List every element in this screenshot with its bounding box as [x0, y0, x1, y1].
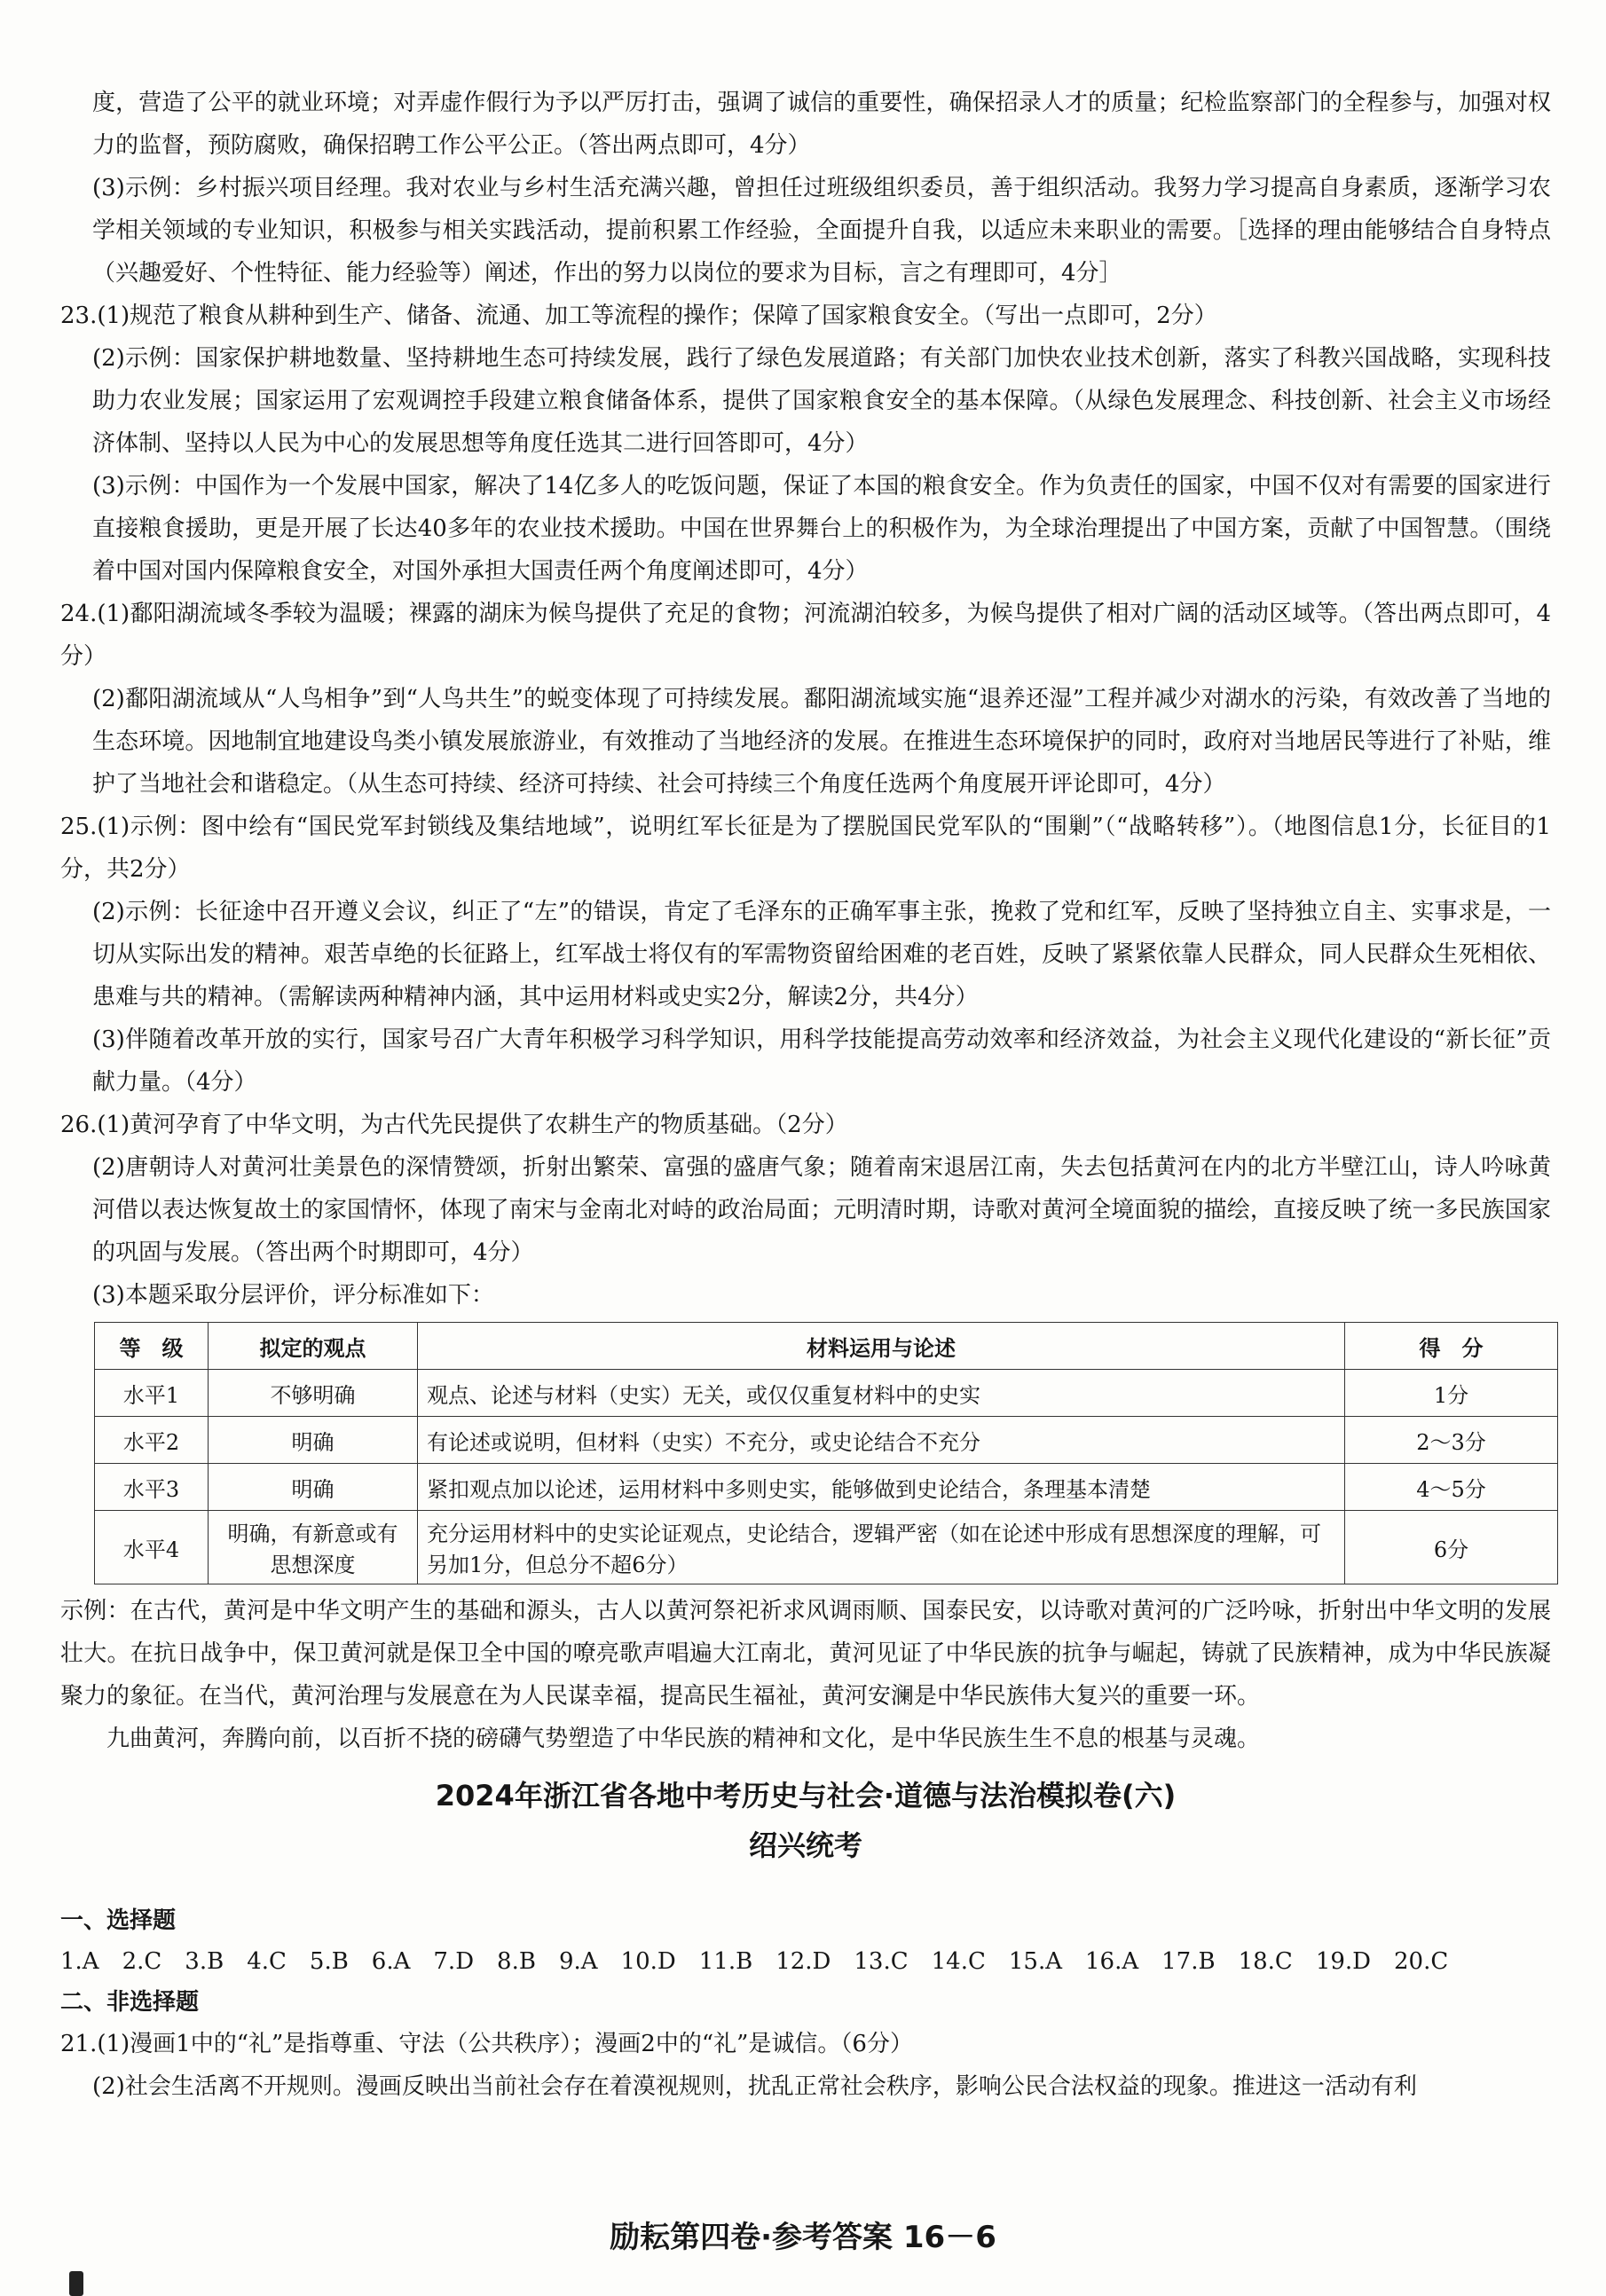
- paragraph: 23.(1)规范了粮食从耕种到生产、储备、流通、加工等流程的操作；保障了国家粮食安全。（写出一点即可，2分）: [60, 303, 1217, 329]
- paragraph: 25.(1)示例：图中绘有“国民党军封锁线及集结地域”，说明红军长征是为了摆脱国民党军队的“围剿”（“战略转移”）。（地图信息1分，长征目的1分，共2分）: [60, 814, 1551, 883]
- paragraph: 21.(1)漫画1中的“礼”是指尊重、守法（公共秩序）；漫画2中的“礼”是诚信。（6分）: [60, 2031, 913, 2057]
- paragraph: 24.(1)鄱阳湖流域冬季较为温暖；裸露的湖床为候鸟提供了充足的食物；河流湖泊较多，为候鸟提供了相对广阔的活动区域等。（答出两点即可，4分）: [60, 601, 1551, 670]
- table-row: [95, 1370, 1558, 1417]
- paragraph: (2)鄱阳湖流域从“人鸟相争”到“人鸟共生”的蜕变体现了可持续发展。鄱阳湖流域实施“退养还湿”工程并减少对湖水的污染，有效改善了当地的生态环境。因地制宜地建设鸟类小镇发展旅游业，有效推动了当地经济的发展。在推进生态环境保护的同时，政府对当地居民等进行了补贴，维护了当地社会和谐稳定。（从生态可持续、经济可持续、社会可持续三个角度任选两个角度展开评论即可，4分）: [92, 686, 1551, 798]
- section-heading: 二、非选择题: [60, 1989, 200, 2016]
- paragraph: 26.(1)黄河孕育了中华文明，为古代先民提供了农耕生产的物质基础。（2分）: [60, 1112, 848, 1138]
- paragraph: (3)伴随着改革开放的实行，国家号召广大青年积极学习科学知识，用科学技能提高劳动效率和经济效益，为社会主义现代化建设的“新长征”贡献力量。（4分）: [92, 1026, 1551, 1096]
- table-cell: 充分运用材料中的史实论证观点，史论结合，逻辑严密（如在论述中形成有思想深度的理解，可另加1分，但总分不超6分）: [418, 1511, 1345, 1584]
- paragraph: (2)唐朝诗人对黄河壮美景色的深情赞颂，折射出繁荣、富强的盛唐气象；随着南宋退居江南，失去包括黄河在内的北方半壁江山，诗人吟咏黄河借以表达恢复故土的家国情怀，体现了南宋与金南北对峙的政治局面；元明清时期，诗歌对黄河全境面貌的描绘，直接反映了统一多民族国家的巩固与发展。（答出两个时期即可，4分）: [92, 1154, 1551, 1266]
- exam-subtitle: 绍兴统考: [748, 1828, 862, 1862]
- table-row: [95, 1464, 1558, 1511]
- closing-paragraph: 九曲黄河，奔腾向前，以百折不挠的磅礴气势塑造了中华民族的精神和文化，是中华民族生生不息的根基与灵魂。: [106, 1726, 1261, 1752]
- table-cell: 水平2: [95, 1417, 209, 1464]
- table-row: [95, 1417, 1558, 1464]
- exam-title: 2024年浙江省各地中考历史与社会·道德与法治模拟卷(六): [435, 1779, 1177, 1812]
- table-cell: 明确: [209, 1417, 418, 1464]
- table-header: 拟定的观点: [209, 1323, 418, 1370]
- example-paragraph: 示例：在古代，黄河是中华文明产生的基础和源头，古人以黄河祭祀祈求风调雨顺、国泰民安，以诗歌对黄河的广泛吟咏，折射出中华文明的发展壮大。在抗日战争中，保卫黄河就是保卫全中国的嘹亮歌声唱遍大江南北，黄河见证了中华民族的抗争与崛起，铸就了民族精神，成为中华民族凝聚力的象征。在当代，黄河治理与发展意在为人民谋幸福，提高民生福祉，黄河安澜是中华民族伟大复兴的重要一环。: [60, 1598, 1551, 1710]
- paragraph: (2)社会生活离不开规则。漫画反映出当前社会存在着漠视规则，扰乱正常社会秩序，影响公民合法权益的现象。推进这一活动有利: [92, 2073, 1417, 2100]
- answer-page: [60, 82, 1551, 2108]
- paragraph: 度，营造了公平的就业环境；对弄虚作假行为予以严厉打击，强调了诚信的重要性，确保招录人才的质量；纪检监察部门的全程参与，加强对权力的监督，预防腐败，确保招聘工作公平公正。（答出两点即可，4分）: [92, 90, 1551, 159]
- table-cell: 水平3: [95, 1464, 209, 1511]
- table-cell: 有论述或说明，但材料（史实）不充分，或史论结合不充分: [418, 1417, 1345, 1464]
- paragraph: (3)示例：乡村振兴项目经理。我对农业与乡村生活充满兴趣，曾担任过班级组织委员，善于组织活动。我努力学习提高自身素质，逐渐学习农学相关领域的专业知识，积极参与相关实践活动，提前积累工作经验，全面提升自我，以适应未来职业的需要。［选择的理由能够结合自身特点（兴趣爱好、个性特征、能力经验等）阐述，作出的努力以岗位的要求为目标，言之有理即可，4分］: [92, 175, 1551, 287]
- table-cell: 2～3分: [1345, 1417, 1558, 1464]
- paragraph: (3)本题采取分层评价，评分标准如下：: [92, 1282, 494, 1309]
- paragraph: (2)示例：国家保护耕地数量、坚持耕地生态可持续发展，践行了绿色发展道路；有关部门加快农业技术创新，落实了科教兴国战略，实现科技助力农业发展；国家运用了宏观调控手段建立粮食储备体系，提供了国家粮食安全的基本保障。（从绿色发展理念、科技创新、社会主义市场经济体制、坚持以人民为中心的发展思想等角度任选其二进行回答即可，4分）: [92, 345, 1551, 457]
- scoring-table: [94, 1322, 1558, 1584]
- binding-mark: [69, 2271, 83, 2296]
- table-cell: 紧扣观点加以论述，运用材料中多则史实，能够做到史论结合，条理基本清楚: [418, 1464, 1345, 1511]
- table-header-row: [95, 1323, 1558, 1370]
- table-cell: 4～5分: [1345, 1464, 1558, 1511]
- table-cell: 水平4: [95, 1511, 209, 1584]
- table-cell: 明确，有新意或有思想深度: [209, 1511, 418, 1584]
- table-header: 材料运用与论述: [418, 1323, 1345, 1370]
- table-cell: 水平1: [95, 1370, 209, 1417]
- table-cell: 1分: [1345, 1370, 1558, 1417]
- paragraph: (2)示例：长征途中召开遵义会议，纠正了“左”的错误，肯定了毛泽东的正确军事主张，挽救了党和红军，反映了坚持独立自主、实事求是，一切从实际出发的精神。艰苦卓绝的长征路上，红军战士将仅有的军需物资留给困难的老百姓，反映了紧紧依靠人民群众，同人民群众生死相依、患难与共的精神。（需解读两种精神内涵，其中运用材料或史实2分，解读2分，共4分）: [92, 899, 1551, 1010]
- table-header: 等 级: [95, 1323, 209, 1370]
- page-footer: 励耘第四卷·参考答案 16－6: [610, 2220, 996, 2255]
- table-header: 得 分: [1345, 1323, 1558, 1370]
- section-heading: 一、选择题: [60, 1907, 177, 1934]
- multiple-choice-answers: 1.A 2.C 3.B 4.C 5.B 6.A 7.D 8.B 9.A 10.D 11.B 12.D 13.C 14.C 15.A 16.A 17.B 18.C 19.D 20.C: [60, 1948, 1449, 1975]
- paragraph: (3)示例：中国作为一个发展中国家，解决了14亿多人的吃饭问题，保证了本国的粮食安全。作为负责任的国家，中国不仅对有需要的国家进行直接粮食援助，更是开展了长达40多年的农业技术援助。中国在世界舞台上的积极作为，为全球治理提出了中国方案，贡献了中国智慧。（围绕着中国对国内保障粮食安全，对国外承担大国责任两个角度阐述即可，4分）: [92, 473, 1551, 585]
- table-cell: 明确: [209, 1464, 418, 1511]
- table-row: [95, 1511, 1558, 1584]
- table-cell: 6分: [1345, 1511, 1558, 1584]
- table-cell: 不够明确: [209, 1370, 418, 1417]
- table-cell: 观点、论述与材料（史实）无关，或仅仅重复材料中的史实: [418, 1370, 1345, 1417]
